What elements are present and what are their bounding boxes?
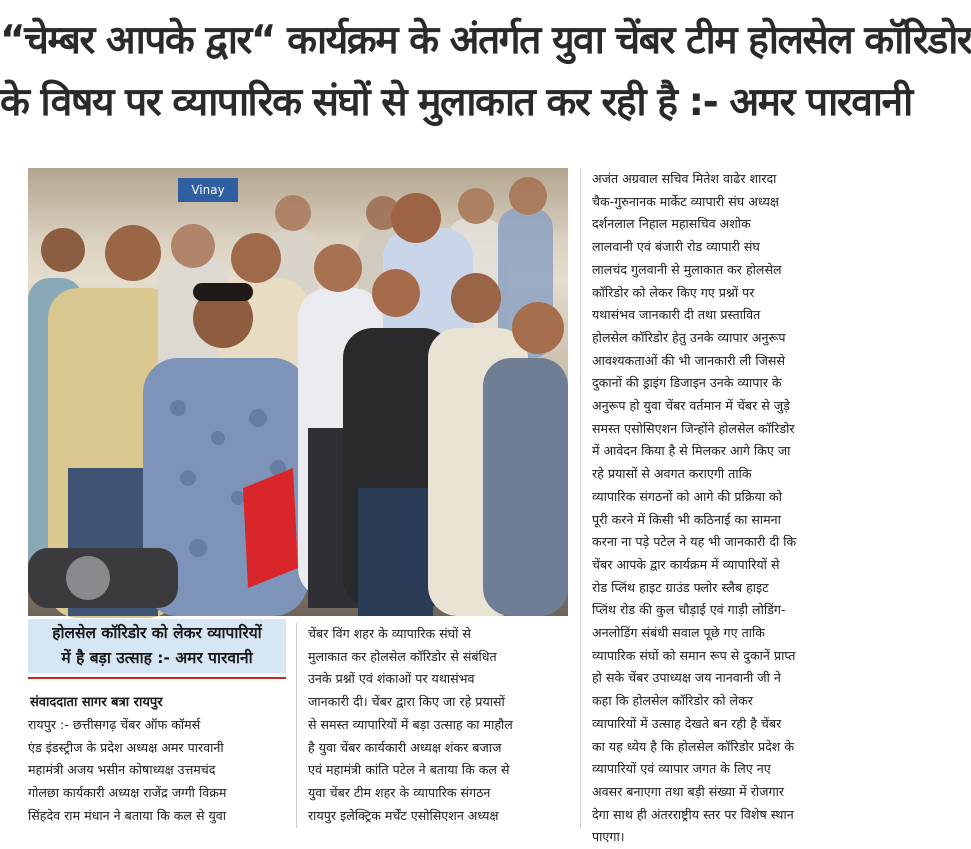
text-line: कहा कि होलसेल कॉरिडोर को लेकर bbox=[592, 693, 753, 709]
text-line: चेंबर विंग शहर के व्यापारिक संघों से bbox=[308, 626, 471, 641]
text-line: देगा साथ ही अंतरराष्ट्रीय स्तर पर विशेष स्थान bbox=[592, 806, 794, 822]
text-line: आवश्यकताओं की भी जानकारी ली जिससे bbox=[592, 352, 785, 368]
text-line: चेंबर आपके द्वार कार्यक्रम में व्यापारियों से bbox=[592, 556, 780, 572]
text-line: से समस्त व्यापारियों में बड़ा उत्साह का माहौल bbox=[308, 716, 513, 732]
text-line: मुलाकात कर होलसेल कॉरिडोर से संबंधित bbox=[308, 648, 497, 664]
column-divider bbox=[580, 168, 581, 828]
text-line: का यह ध्येय है कि होलसेल कॉरिडोर प्रदेश के bbox=[592, 738, 795, 754]
text-line: महामंत्री अजय भसीन कोषाध्यक्ष उत्तमचंद bbox=[28, 762, 216, 778]
text-line: युवा चेंबर टीम शहर के व्यापारिक संगठन bbox=[308, 784, 491, 800]
text-line: अजंत अग्रवाल सचिव मितेश वाढेर शारदा bbox=[592, 171, 777, 186]
headline bbox=[0, 0, 971, 158]
column-divider bbox=[296, 623, 297, 828]
byline: संवाददाता सागर बत्रा रायपुर bbox=[30, 695, 163, 710]
article-column-3 bbox=[592, 168, 858, 849]
text-line: रोड प्लिंथ हाइट ग्राउंड फ्लोर स्लैब हाइट bbox=[592, 579, 769, 595]
text-line: दर्शनलाल निहाल महासचिव अशोक bbox=[592, 216, 751, 232]
subheadline-rule bbox=[28, 677, 286, 679]
text-line: व्यापारिक संगठनों को आगे की प्रक्रिया को bbox=[592, 488, 782, 504]
article-column-1 bbox=[28, 714, 288, 828]
text-line: रायपुर :- छत्तीसगढ़ चेंबर ऑफ कॉमर्स bbox=[28, 717, 201, 732]
text-line: गोलछा कार्यकारी अध्यक्ष राजेंद्र जग्गी विक्रम bbox=[28, 785, 227, 801]
text-line: व्यापारियों में उत्साह देखते बन रही है चेंबर bbox=[592, 715, 782, 731]
text-line: दुकानों की ड्राइंग डिजाइन उनके व्यापार के bbox=[592, 375, 782, 391]
text-line: रायपुर इलेक्ट्रिक मर्चेंट एसोसिएशन अध्यक्ष bbox=[308, 807, 499, 823]
text-line: पूरी करने में किसी भी कठिनाई का सामना bbox=[592, 511, 781, 527]
text-line: कॉरिडोर को लेकर किए गए प्रश्नों पर bbox=[592, 284, 755, 300]
text-line: व्यापारिक संघों को समान रूप से दुकानें प्राप्त bbox=[592, 647, 796, 663]
text-line: चैक-गुरुनानक मार्केट व्यापारी संघ अध्यक्ष bbox=[592, 193, 779, 209]
text-line: लालवानी एवं बंजारी रोड व्यापारी संघ bbox=[592, 239, 760, 255]
text-line: हो सके चेंबर उपाध्यक्ष जय नानवानी जी ने bbox=[592, 670, 781, 686]
text-line: एंड इंडस्ट्रीज के प्रदेश अध्यक्ष अमर पारवानी bbox=[28, 739, 224, 755]
headline-line-1: “चेम्बर आपके द्वार“ कार्यक्रम के अंतर्गत युवा चेंबर टीम होलसेल कॉरिडोर bbox=[0, 18, 971, 63]
text-line: सिंहदेव राम मंधान ने बताया कि कल से युवा bbox=[28, 807, 227, 823]
text-line: लालचंद गुलवानी से मुलाकात कर होलसेल bbox=[592, 261, 782, 277]
text-line: अवसर बनाएगा तथा बड़ी संख्या में रोजगार bbox=[592, 783, 784, 799]
shop-sign: Vinay bbox=[178, 178, 238, 202]
article-column-2 bbox=[308, 623, 571, 827]
text-line: अनलोडिंग संबंधी सवाल पूछे गए ताकि bbox=[592, 625, 765, 641]
text-line: व्यापारियों एवं व्यापार जगत के लिए नए bbox=[592, 761, 771, 777]
text-line: रहे प्रयासों से अवगत कराएगी ताकि bbox=[592, 466, 752, 482]
text-line: है युवा चेंबर कार्यकारी अध्यक्ष शंकर बजाज bbox=[308, 739, 502, 755]
headline-line-2: के विषय पर व्यापारिक संघों से मुलाकात कर रही है :- अमर पारवानी bbox=[0, 80, 912, 125]
text-line: उनके प्रश्नों एवं शंकाओं पर यथासंभव bbox=[308, 671, 475, 687]
text-line: समस्त एसोसिएशन जिन्होंने होलसेल कॉरिडोर bbox=[592, 420, 795, 436]
text-line: पाएगा। bbox=[592, 829, 625, 845]
news-photo bbox=[28, 168, 568, 616]
subheadline-line-1: होलसेल कॉरिडोर को लेकर व्यापारियों bbox=[52, 624, 262, 642]
text-line: में आवेदन किया है से मिलकर आगे किए जा bbox=[592, 443, 791, 459]
text-line: प्लिंथ रोड की कुल चौड़ाई एवं गाड़ी लोडिंग- bbox=[592, 602, 786, 618]
text-line: अनुरूप हो युवा चेंबर वर्तमान में चेंबर से जुड़े bbox=[592, 398, 790, 414]
text-line: एवं महामंत्री कांति पटेल ने बताया कि कल से bbox=[308, 762, 510, 778]
subheadline-line-2: में है बड़ा उत्साह :- अमर पारवानी bbox=[61, 649, 253, 667]
text-line: यथासंभव जानकारी दी तथा प्रस्तावित bbox=[592, 307, 761, 323]
text-line: होलसेल कॉरिडोर हेतु उनके व्यापार अनुरूप bbox=[592, 329, 786, 345]
text-line: जानकारी दी। चेंबर द्वारा किए जा रहे प्रयासों bbox=[308, 694, 505, 710]
subheadline bbox=[28, 619, 286, 673]
group-of-people-illustration bbox=[28, 168, 568, 616]
text-line: करना ना पड़े पटेल ने यह भी जानकारी दी कि bbox=[592, 534, 797, 550]
